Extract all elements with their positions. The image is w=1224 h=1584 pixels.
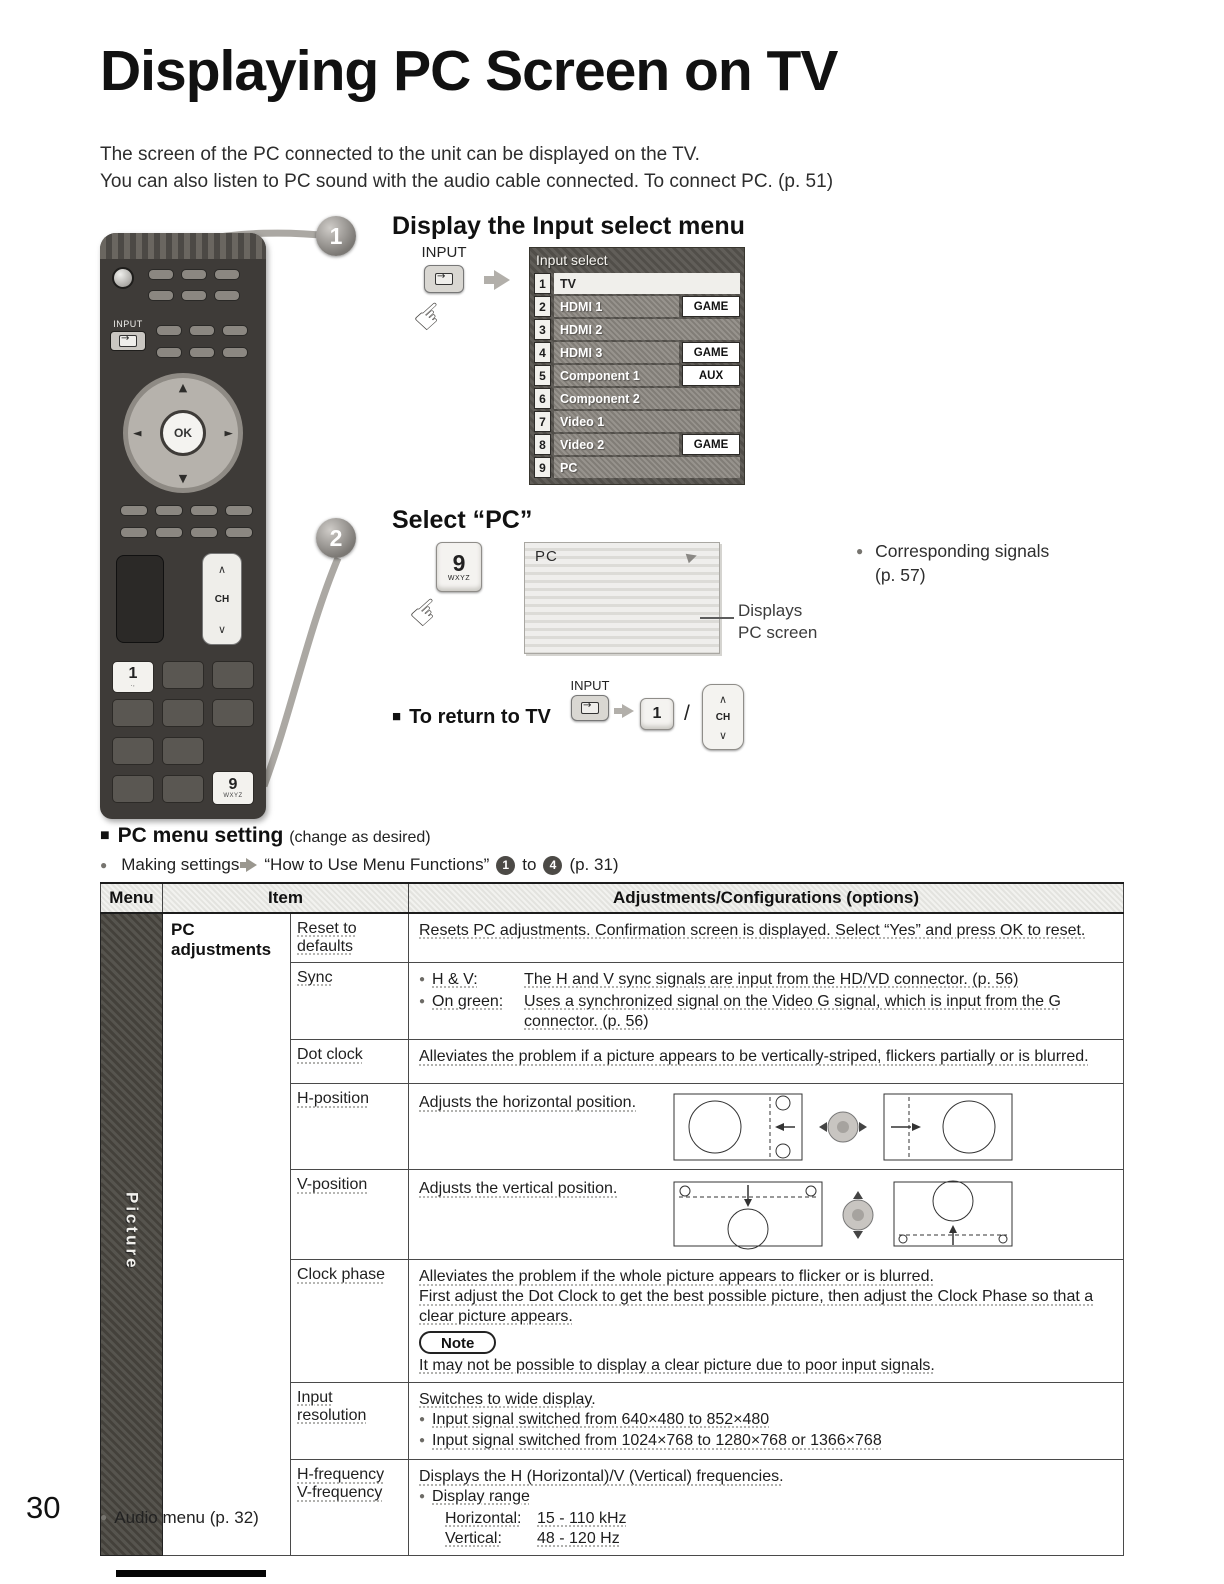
- item-h-position: H-position: [291, 1084, 409, 1170]
- return-to-tv-label: ■ To return to TV: [392, 706, 551, 729]
- remote-dpad-ring: [123, 373, 243, 493]
- col-header-adjustments: Adjustments/Configurations (options): [409, 883, 1124, 913]
- remote-button-row: [156, 325, 248, 336]
- input-select-item-component1: 5 Component 1 AUX: [534, 365, 740, 386]
- desc-reset-to-defaults: Resets PC adjustments. Confirmation screen is displayed. Select “Yes” and press OK to reset.: [409, 913, 1124, 963]
- remote-button: [148, 269, 174, 280]
- arrow-icon: [246, 858, 257, 872]
- remote-button-row: [156, 347, 248, 358]
- h-position-diagram: [673, 1091, 1013, 1163]
- step-1-title: Display the Input select menu: [392, 212, 745, 240]
- remote-button: [120, 527, 148, 538]
- desc-dot-clock: Alleviates the problem if a picture appears to be vertically-striped, flickers partially or is blurred.: [409, 1040, 1124, 1084]
- remote-button: [155, 505, 183, 516]
- item-clock-phase: Clock phase: [291, 1260, 409, 1382]
- corresponding-signals-note: ● Corresponding signals (p. 57): [856, 540, 1049, 587]
- remote-button: [156, 325, 182, 336]
- input-select-item-video2: 8 Video 2 GAME: [534, 434, 740, 455]
- input-select-menu: [530, 248, 744, 484]
- remote-button: [214, 269, 240, 280]
- remote-key: [112, 699, 154, 727]
- remote-input-label: INPUT: [113, 319, 143, 329]
- page-title: Displaying PC Screen on TV: [100, 39, 838, 103]
- input-arrow-icon: [119, 335, 137, 347]
- audio-menu-footnote: ● Audio menu (p. 32): [100, 1508, 259, 1528]
- input-select-item-video1: 7 Video 1: [534, 411, 740, 432]
- remote-button-row: [120, 505, 253, 516]
- remote-button-row: [148, 290, 240, 301]
- remote-button: [222, 325, 248, 336]
- remote-button: [225, 527, 253, 538]
- flow-arrow-icon: [494, 270, 510, 290]
- desc-clock-phase: Alleviates the problem if the whole picture appears to flicker or is blurred. First adjust the Dot Clock to get the best possible picture, then adjust the Clock Phase so that a clear picture appears. Note It may not be possible to display a clear picture due to poor input signals.: [409, 1260, 1124, 1382]
- input-select-item-component2: 6 Component 2: [534, 388, 740, 409]
- input-select-title: Input select: [536, 252, 608, 268]
- hand-pointer-icon: [404, 290, 455, 342]
- remote-key: [112, 775, 154, 803]
- desc-frequency: Displays the H (Horizontal)/V (Vertical) frequencies. ● Display range Horizontal: 15 - 110 kHz Vertical: 48 - 120 Hz: [409, 1460, 1124, 1555]
- dpad-down-icon: [179, 472, 187, 485]
- desc-h-position: Adjusts the horizontal position.: [409, 1084, 1124, 1170]
- desc-sync: ● H & V: The H and V sync signals are input from the HD/VD connector. (p. 56) ● On green: Uses a synchronized signal on the Video G signal, which is input from the G connector. (p. 56): [409, 963, 1124, 1040]
- input-select-item-hdmi2: 3 HDMI 2: [534, 319, 740, 340]
- return-input-button: INPUT →: [566, 678, 614, 721]
- intro-line-2: You can also listen to PC sound with the audio cable connected. To connect PC. (p. 51): [100, 170, 834, 192]
- remote-key: [212, 661, 254, 689]
- input-select-item-hdmi3: 4 HDMI 3 GAME: [534, 342, 740, 363]
- input-select-item-pc: 9 PC: [534, 457, 740, 478]
- remote-key: [112, 737, 154, 765]
- step-2-badge: 2: [316, 518, 356, 558]
- item-input-resolution: Input resolution: [291, 1382, 409, 1459]
- pc-menu-setting-heading: ■ PC menu setting (change as desired): [100, 824, 431, 848]
- step-number-badge: 1: [496, 856, 515, 875]
- chevron-down-icon: [218, 620, 226, 638]
- ch-rocker-icon: ∧ CH ∨: [702, 684, 744, 750]
- remote-button: [120, 505, 148, 516]
- remote-key: [212, 699, 254, 727]
- remote-button-row: [120, 527, 253, 538]
- item-dot-clock: Dot clock: [291, 1040, 409, 1084]
- dpad-left-icon: [133, 427, 141, 440]
- intro-text: [100, 142, 833, 195]
- slash-separator: /: [684, 702, 690, 725]
- intro-line-1: The screen of the PC connected to the unit can be displayed on the TV.: [100, 144, 700, 165]
- pc-settings-table: [100, 882, 1124, 1556]
- menu-picture-label: Picture: [122, 1192, 142, 1272]
- remote-button: [155, 527, 183, 538]
- dpad-up-icon: [179, 381, 187, 394]
- note-badge: Note: [419, 1331, 496, 1354]
- power-button-icon: [112, 267, 134, 289]
- key-9-icon: 9 WXYZ: [436, 542, 482, 592]
- input-button-icon: [571, 695, 609, 721]
- page-number: 30: [26, 1490, 61, 1525]
- item-frequency: H-frequency V-frequency: [291, 1460, 409, 1555]
- remote-ok-button: OK: [160, 410, 206, 456]
- step-number-badge: 4: [543, 856, 562, 875]
- remote-button: [190, 505, 218, 516]
- desc-input-resolution: Switches to wide display. ● Input signal switched from 640×480 to 852×480 ● Input signal switched from 1024×768 to 1280×768 or 1366×768: [409, 1382, 1124, 1459]
- remote-button: [148, 290, 174, 301]
- pc-screen-preview: [524, 542, 720, 654]
- input-select-item-tv: 1 TV: [534, 273, 740, 294]
- table-header-row: [101, 883, 1124, 913]
- item-sync: Sync: [291, 963, 409, 1040]
- remote-button: [156, 347, 182, 358]
- col-header-menu: Menu: [101, 883, 163, 913]
- item-v-position: V-position: [291, 1170, 409, 1260]
- remote-button: [222, 347, 248, 358]
- table-row: [101, 913, 1124, 963]
- remote-ch-label: CH: [214, 593, 230, 605]
- remote-input-button: [110, 331, 146, 351]
- displays-pc-screen-note: Displays PC screen: [738, 601, 818, 643]
- remote-button: [189, 325, 215, 336]
- desc-v-position: Adjusts the vertical position.: [409, 1170, 1124, 1260]
- remote-button: [189, 347, 215, 358]
- input-button-callout: [416, 244, 472, 293]
- input-arrow-icon: [435, 273, 453, 285]
- col-header-item: Item: [163, 883, 409, 913]
- remote-button: [181, 290, 207, 301]
- hand-pointer-icon: [400, 586, 451, 638]
- remote-key: [162, 661, 204, 689]
- remote-button: [181, 269, 207, 280]
- remote-button-row: [148, 269, 240, 280]
- key-1-icon: 1: [640, 698, 674, 730]
- remote-key: [162, 699, 204, 727]
- callout-line: [700, 617, 734, 619]
- remote-key: [162, 775, 204, 803]
- group-pc-adjustments: PC adjustments: [163, 913, 291, 1555]
- remote-top-cap: [100, 233, 266, 259]
- remote-key-9: 9 WXYZ: [212, 771, 254, 805]
- input-button-label: INPUT: [421, 244, 467, 261]
- chevron-up-icon: [719, 690, 727, 708]
- item-reset-to-defaults: Reset to defaults: [291, 913, 409, 963]
- remote-control-illustration: [100, 233, 266, 819]
- cursor-icon: [686, 551, 699, 564]
- remote-key: [162, 737, 204, 765]
- remote-vol-panel: [116, 555, 164, 643]
- remote-ch-rocker: [202, 553, 242, 645]
- chevron-down-icon: [719, 726, 727, 744]
- v-position-diagram: [673, 1177, 1013, 1253]
- flow-arrow-icon: [622, 704, 634, 718]
- remote-button: [214, 290, 240, 301]
- dpad-right-icon: [225, 427, 233, 440]
- step-2-title: Select “PC”: [392, 506, 533, 534]
- remote-key-1: 1 .,: [112, 661, 154, 693]
- menu-picture-cell: [101, 913, 163, 1555]
- step-1-badge: 1: [316, 216, 356, 256]
- footer-bar: [116, 1570, 266, 1577]
- making-settings-note: ● Making settings “How to Use Menu Functions” 1 to 4 (p. 31): [100, 855, 619, 875]
- input-arrow-icon: [581, 702, 599, 714]
- chevron-up-icon: [218, 560, 226, 578]
- input-select-item-hdmi1: 2 HDMI 1 GAME: [534, 296, 740, 317]
- input-button-icon: [424, 265, 464, 293]
- pc-screen-label: PC: [535, 548, 558, 565]
- remote-button: [225, 505, 253, 516]
- remote-button: [190, 527, 218, 538]
